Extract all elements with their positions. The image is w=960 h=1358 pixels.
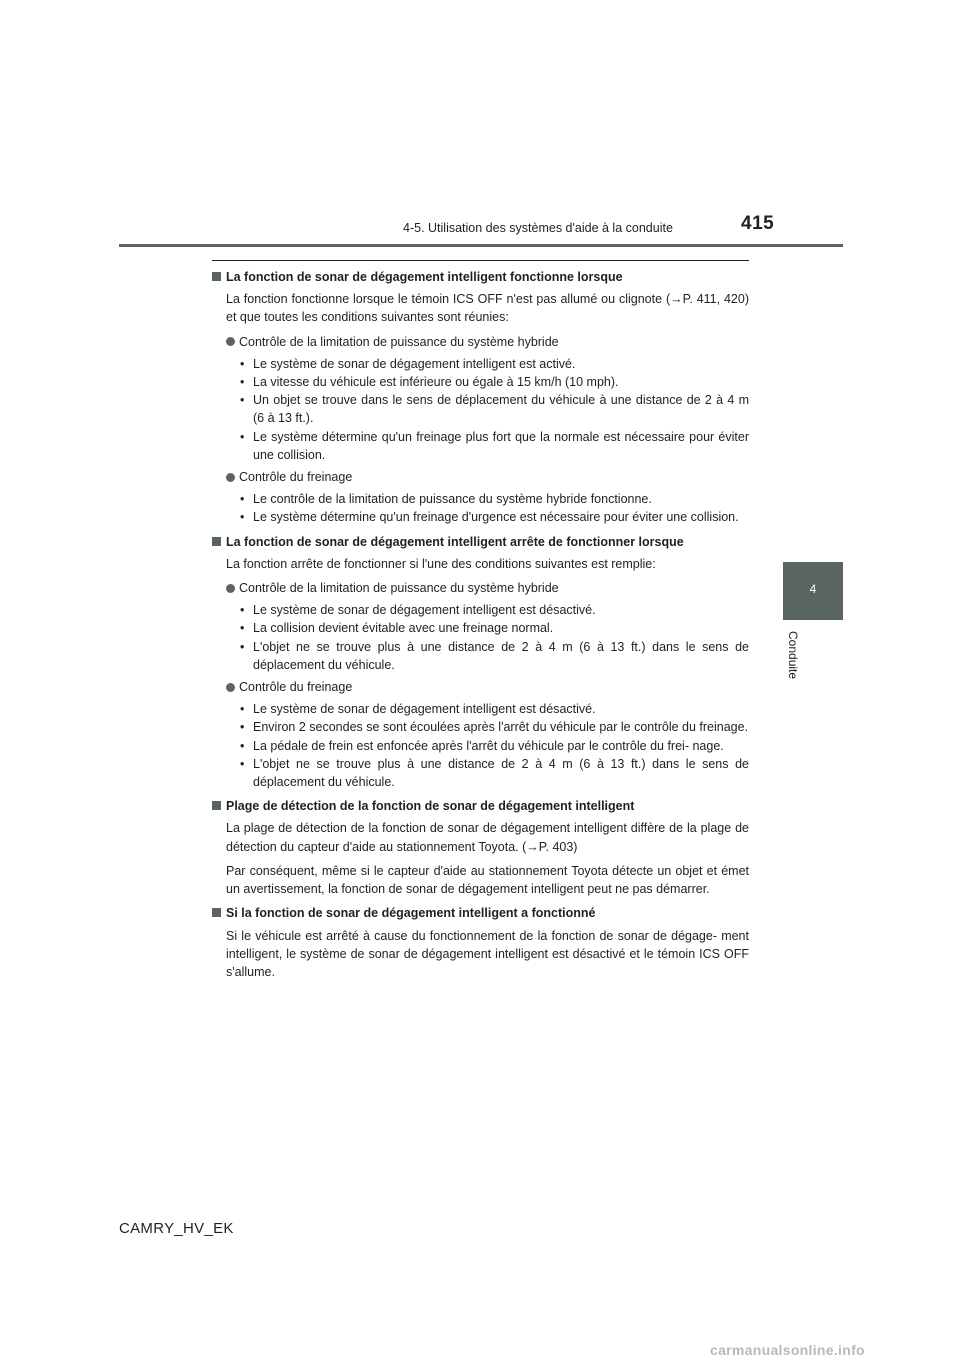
paragraph: Par conséquent, même si le capteur d'aide au stationnement Toyota détecte un objet et émet un avertissement, la fonction de sonar de dégagement intelligent peut ne pas démarrer. [226,863,749,897]
bullet-list [240,355,749,464]
paragraph: La fonction arrête de fonctionner si l'une des conditions suivantes est remplie: [226,556,656,571]
section-operation [212,268,749,527]
section-heading [212,268,749,286]
condition-heading [226,468,749,486]
square-bullet-icon [212,272,221,281]
list-item: • Un objet se trouve dans le sens de déplacement du véhicule à une distance de 2 à 4 m (6 à 13 ft.). [240,393,749,426]
chapter-side-label-text: Conduite [786,631,800,680]
condition-heading [226,678,749,696]
chapter-tab-number: 4 [809,582,817,596]
list-item: • L'objet ne se trouve plus à une distance de 2 à 4 m (6 à 13 ft.) dans le sens de déplacement du véhicule. [240,756,749,790]
circle-bullet-icon [226,584,235,593]
page-number: 415 [741,213,775,234]
list-item: • Le système détermine qu'un freinage d'urgence est nécessaire pour éviter une collision. [240,510,739,525]
list-item: • Le système de sonar de dégagement intelligent est désactivé. [240,603,596,618]
circle-bullet-icon [226,337,235,346]
section-heading-text: La fonction de sonar de dégagement intelligent arrête de fonctionner lorsque [226,534,684,549]
section-heading-text: Si la fonction de sonar de dégagement intelligent a fonctionné [226,906,596,921]
list-item: • Le système de sonar de dégagement intelligent est désactivé. [240,702,596,717]
condition-label: Contrôle du freinage [239,680,353,695]
list-item-text: La collision devient évitable avec une freinage normal. [253,621,554,636]
list-item: • La vitesse du véhicule est inférieure ou égale à 15 km/h (10 mph). [240,375,619,390]
section-detection-range [212,797,749,898]
content-top-rule [212,260,749,261]
watermark: carmanualsonline.info [710,1342,865,1358]
paragraph: La plage de détection de la fonction de sonar de dégagement intelligent diffère de la plage de détection du capteur d'aide au stationnement Toyota. (→P. 403) [226,821,749,854]
list-item-text: Le système de sonar de dégagement intelligent est désactivé. [253,603,596,618]
list-item-text: L'objet ne se trouve plus à une distance de 2 à 4 m (6 à 13 ft.) dans le sens de déplacement du véhicule. [253,756,749,790]
list-item-text: La vitesse du véhicule est inférieure ou égale à 15 km/h (10 mph). [253,375,619,390]
circle-bullet-icon [226,473,235,482]
list-item: • L'objet ne se trouve plus à une distance de 2 à 4 m (6 à 13 ft.) dans le sens de déplacement du véhicule. [240,639,749,672]
condition-label: Contrôle du freinage [239,470,353,485]
list-item: • La pédale de frein est enfoncée après l'arrêt du véhicule par le contrôle du frei- nage. [240,738,724,753]
list-item-text: Le système de sonar de dégagement intelligent est désactivé. [253,702,596,717]
condition-heading [226,579,749,597]
chapter-side-label [786,631,816,691]
section-after-operation [212,904,749,981]
main-content [212,268,749,987]
section-heading [212,797,749,815]
list-item: • Le contrôle de la limitation de puissance du système hybride fonctionne. [240,492,652,507]
section-heading-text: La fonction de sonar de dégagement intelligent fonctionne lorsque [226,270,623,284]
list-item-text: Le système détermine qu'un freinage d'urgence est nécessaire pour éviter une collision. [253,510,739,525]
document-code: CAMRY_HV_EK [119,1220,234,1237]
bullet-list [240,601,749,674]
section-stop [212,533,749,792]
list-item-text: L'objet ne se trouve plus à une distance de 2 à 4 m (6 à 13 ft.) dans le sens de déplacement du véhicule. [253,639,749,672]
header-section-title: 4-5. Utilisation des systèmes d'aide à la conduite [403,221,673,235]
bullet-list [240,700,749,791]
square-bullet-icon [212,801,221,810]
condition-label: Contrôle de la limitation de puissance du système hybride [239,581,559,596]
section-heading-text: Plage de détection de la fonction de sonar de dégagement intelligent [226,799,635,814]
list-item-text: Le système détermine qu'un freinage plus fort que la normale est nécessaire pour éviter une collision. [253,429,749,462]
list-item-text: Le système de sonar de dégagement intelligent est activé. [253,356,576,371]
square-bullet-icon [212,908,221,917]
header-rule [119,244,843,247]
list-item: • Le système détermine qu'un freinage plus fort que la normale est nécessaire pour éviter une collision. [240,429,749,462]
square-bullet-icon [212,537,221,546]
list-item-text: La pédale de frein est enfoncée après l'arrêt du véhicule par le contrôle du frei- nage. [253,738,724,753]
list-item: • La collision devient évitable avec une freinage normal. [240,621,554,636]
list-item-text: Le contrôle de la limitation de puissance du système hybride fonctionne. [253,492,652,507]
section-heading [212,904,749,922]
list-item-text: Environ 2 secondes se sont écoulées après l'arrêt du véhicule par le contrôle du freinage. [253,720,749,735]
list-item-text: Un objet se trouve dans le sens de déplacement du véhicule à une distance de 2 à 4 m (6 à 13 ft.). [253,393,749,426]
condition-heading [226,333,749,351]
list-item: • Environ 2 secondes se sont écoulées après l'arrêt du véhicule par le contrôle du freinage. [240,720,749,735]
bullet-list [240,490,749,526]
paragraph: Si le véhicule est arrêté à cause du fonctionnement de la fonction de sonar de dégage- ment intelligent, le système de sonar de dégagement intelligent est désactivé et le témoin ICS OFF s'allume. [226,928,749,979]
section-heading [212,533,749,551]
condition-label: Contrôle de la limitation de puissance du système hybride [239,334,559,349]
list-item: • Le système de sonar de dégagement intelligent est activé. [240,356,576,371]
paragraph: La fonction fonctionne lorsque le témoin ICS OFF n'est pas allumé ou clignote (→P. 411, 420) et que toutes les conditions suivantes sont réunies: [226,292,749,325]
chapter-tab [783,562,843,620]
circle-bullet-icon [226,683,235,692]
